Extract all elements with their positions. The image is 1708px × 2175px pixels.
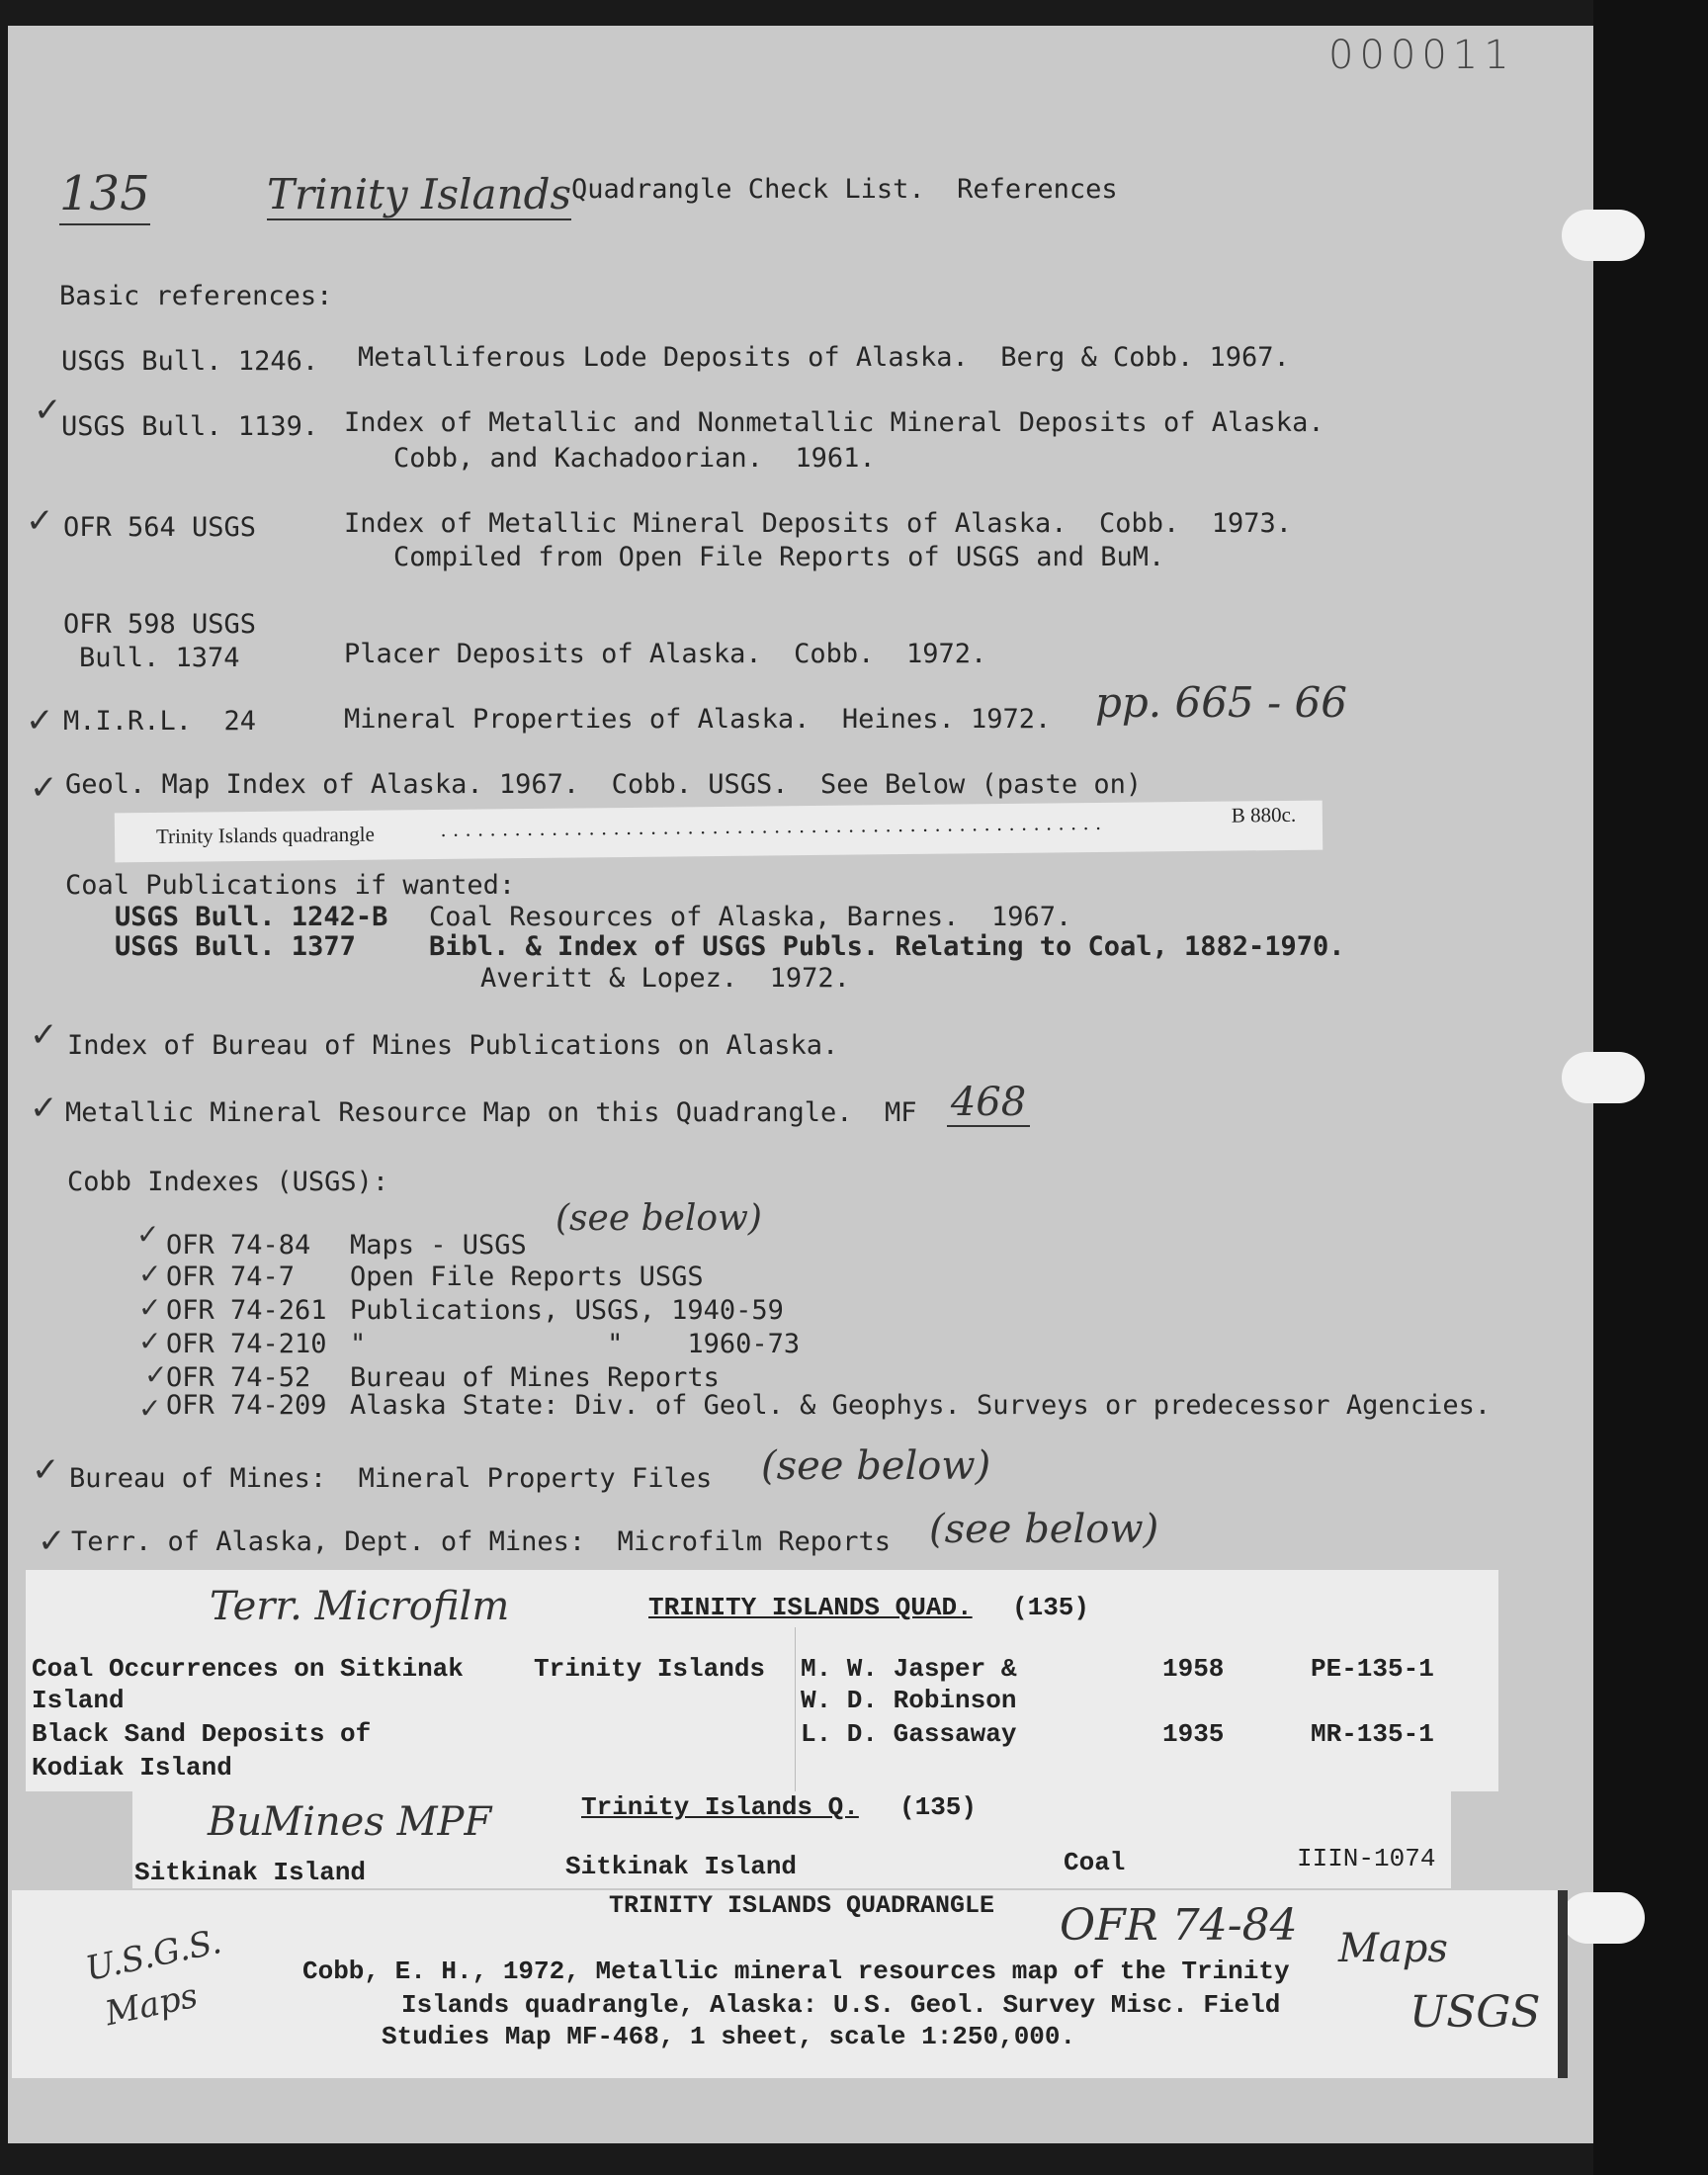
mpf-card xyxy=(132,1791,1451,1888)
card-place: Trinity Islands xyxy=(534,1654,766,1684)
card-author: L. D. Gassaway xyxy=(801,1719,1017,1749)
ref-text: Averitt & Lopez. 1972. xyxy=(480,963,850,994)
card-title: Black Sand Deposits of xyxy=(32,1719,372,1749)
card-title: Island xyxy=(32,1686,125,1715)
quad-name: Trinity Islands xyxy=(267,170,572,218)
ref-text: Publications, USGS, 1940-59 xyxy=(350,1295,784,1326)
card-heading: TRINITY ISLANDS QUAD. xyxy=(648,1593,973,1622)
card-year: 1958 xyxy=(1162,1654,1225,1684)
ref-code: USGS Bull. 1139. xyxy=(61,411,319,442)
card-heading: TRINITY ISLANDS QUADRANGLE xyxy=(609,1891,995,1920)
strip-label: Trinity Islands quadrangle xyxy=(155,822,376,848)
quad-number: 135 xyxy=(59,166,150,225)
strip-code: B 880c. xyxy=(1231,802,1297,827)
maps-card xyxy=(12,1890,1568,2078)
ref-text: Geol. Map Index of Alaska. 1967. Cobb. USGS. See Below (paste on) xyxy=(65,769,1143,800)
ref-text: Mineral Properties of Alaska. Heines. 1972. xyxy=(344,704,1052,735)
card-code: PE-135-1 xyxy=(1311,1654,1434,1684)
ref-code: OFR 74-7 xyxy=(166,1262,296,1292)
check-mark-icon: ✓ xyxy=(30,768,58,808)
card-title: Kodiak Island xyxy=(32,1753,232,1783)
handwritten-note: (see below) xyxy=(555,1198,762,1239)
ref-text: Bureau of Mines Reports xyxy=(350,1362,720,1393)
card-title: Coal Occurrences on Sitkinak xyxy=(32,1654,464,1684)
check-mark-icon: ✓ xyxy=(34,391,62,430)
page-title: Quadrangle Check List. References xyxy=(571,174,1118,205)
check-mark-icon: ✓ xyxy=(30,1015,58,1055)
ref-code: Bull. 1374 xyxy=(79,643,240,673)
ref-code: USGS Bull. 1246. xyxy=(61,346,319,377)
card-year: 1935 xyxy=(1162,1719,1225,1749)
check-mark-icon: ✓ xyxy=(144,1358,168,1391)
card-heading-number: (135) xyxy=(1012,1593,1090,1622)
ref-code: USGS Bull. 1377 xyxy=(115,931,356,962)
page-number: 000011 xyxy=(1328,33,1515,78)
handwritten-note: OFR 74-84 xyxy=(1060,1900,1298,1951)
card-place: Sitkinak Island xyxy=(565,1852,798,1881)
ref-text: Bibl. & Index of USGS Publs. Relating to Coal, 1882-1970. xyxy=(429,931,1345,962)
ref-text: Index of Bureau of Mines Publications on Alaska. xyxy=(67,1030,839,1061)
citation-line: Islands quadrangle, Alaska: U.S. Geol. Survey Misc. Field xyxy=(401,1990,1281,2020)
card-commodity: Coal xyxy=(1064,1848,1126,1877)
check-mark-icon: ✓ xyxy=(138,1258,162,1290)
strip-leader: . . . . . . . . . . . . . . . . . . . . . . . . . . . . . . . . . . . . . . . . . . . . . . . . . . . . . . xyxy=(440,810,1102,841)
card-edge-shadow xyxy=(1558,1890,1568,2078)
check-mark-icon: ✓ xyxy=(26,501,54,541)
binder-hole xyxy=(1562,1892,1645,1944)
card-author: M. W. Jasper & xyxy=(801,1654,1017,1684)
handwritten-note: (see below) xyxy=(929,1507,1159,1552)
check-mark-icon: ✓ xyxy=(32,1450,60,1490)
card-heading: Trinity Islands Q. xyxy=(581,1792,859,1822)
handwritten-note: Maps xyxy=(1338,1926,1448,1971)
ref-text: Terr. of Alaska, Dept. of Mines: Microfilm Reports xyxy=(71,1526,892,1557)
microfilm-card xyxy=(26,1570,1498,1791)
binder-hole xyxy=(1562,210,1645,261)
ref-text: Metalliferous Lode Deposits of Alaska. Berg & Cobb. 1967. xyxy=(358,342,1290,373)
handwritten-note: Maps xyxy=(101,1975,202,2035)
ref-text: Bureau of Mines: Mineral Property Files xyxy=(69,1463,713,1494)
handwritten-note: USGS xyxy=(1409,1987,1541,2038)
ref-text: Open File Reports USGS xyxy=(350,1262,704,1292)
check-mark-icon: ✓ xyxy=(26,701,54,740)
ref-code: M.I.R.L. 24 xyxy=(63,706,257,737)
ref-text: Cobb, and Kachadoorian. 1961. xyxy=(393,443,876,474)
section-heading: Cobb Indexes (USGS): xyxy=(67,1167,389,1197)
binder-hole xyxy=(1562,1052,1645,1103)
card-code: MR-135-1 xyxy=(1311,1719,1434,1749)
handwritten-note: BuMines MPF xyxy=(208,1799,492,1845)
card-heading-number: (135) xyxy=(899,1792,978,1822)
ref-text: Placer Deposits of Alaska. Cobb. 1972. xyxy=(344,639,987,669)
ref-code: OFR 564 USGS xyxy=(63,512,257,543)
mf-number: 468 xyxy=(947,1080,1030,1127)
ref-code: OFR 74-84 xyxy=(166,1230,311,1261)
ref-text: Compiled from Open File Reports of USGS and BuM. xyxy=(393,542,1165,572)
ref-code: OFR 74-261 xyxy=(166,1295,327,1326)
section-heading: Coal Publications if wanted: xyxy=(65,870,516,901)
ref-text: " " 1960-73 xyxy=(350,1329,801,1359)
ref-text: Coal Resources of Alaska, Barnes. 1967. xyxy=(429,902,1072,932)
handwritten-note: Terr. Microfilm xyxy=(210,1584,510,1629)
check-mark-icon: ✓ xyxy=(136,1218,160,1251)
ref-text: Index of Metallic Mineral Deposits of Alaska. Cobb. 1973. xyxy=(344,508,1293,539)
ref-text: Alaska State: Div. of Geol. & Geophys. Surveys or predecessor Agencies. xyxy=(350,1390,1492,1421)
ref-code: OFR 74-209 xyxy=(166,1390,327,1421)
citation-line: Cobb, E. H., 1972, Metallic mineral resources map of the Trinity xyxy=(302,1957,1290,1986)
ref-text: Index of Metallic and Nonmetallic Mineral Deposits of Alaska. xyxy=(344,407,1324,438)
handwritten-note: pp. 665 - 66 xyxy=(1095,678,1347,727)
citation-line: Studies Map MF-468, 1 sheet, scale 1:250,000. xyxy=(382,2022,1076,2051)
handwritten-note: U.S.G.S. xyxy=(82,1922,225,1989)
check-mark-icon: ✓ xyxy=(138,1325,162,1357)
column-divider xyxy=(795,1627,796,1791)
check-mark-icon: ✓ xyxy=(138,1291,162,1324)
card-code: IIIN-1074 xyxy=(1297,1844,1436,1873)
section-heading: Basic references: xyxy=(59,281,333,311)
handwritten-note: (see below) xyxy=(761,1443,991,1489)
check-mark-icon: ✓ xyxy=(30,1088,58,1128)
ref-code: OFR 598 USGS xyxy=(63,609,257,640)
check-mark-icon: ✓ xyxy=(138,1392,162,1425)
ref-text: Maps - USGS xyxy=(350,1230,527,1261)
card-name: Sitkinak Island xyxy=(134,1858,367,1887)
check-mark-icon: ✓ xyxy=(38,1522,66,1561)
ref-code: OFR 74-210 xyxy=(166,1329,327,1359)
ref-text: Metallic Mineral Resource Map on this Quadrangle. MF xyxy=(65,1097,917,1128)
card-author: W. D. Robinson xyxy=(801,1686,1017,1715)
ref-code: USGS Bull. 1242-B xyxy=(115,902,388,932)
ref-code: OFR 74-52 xyxy=(166,1362,311,1393)
